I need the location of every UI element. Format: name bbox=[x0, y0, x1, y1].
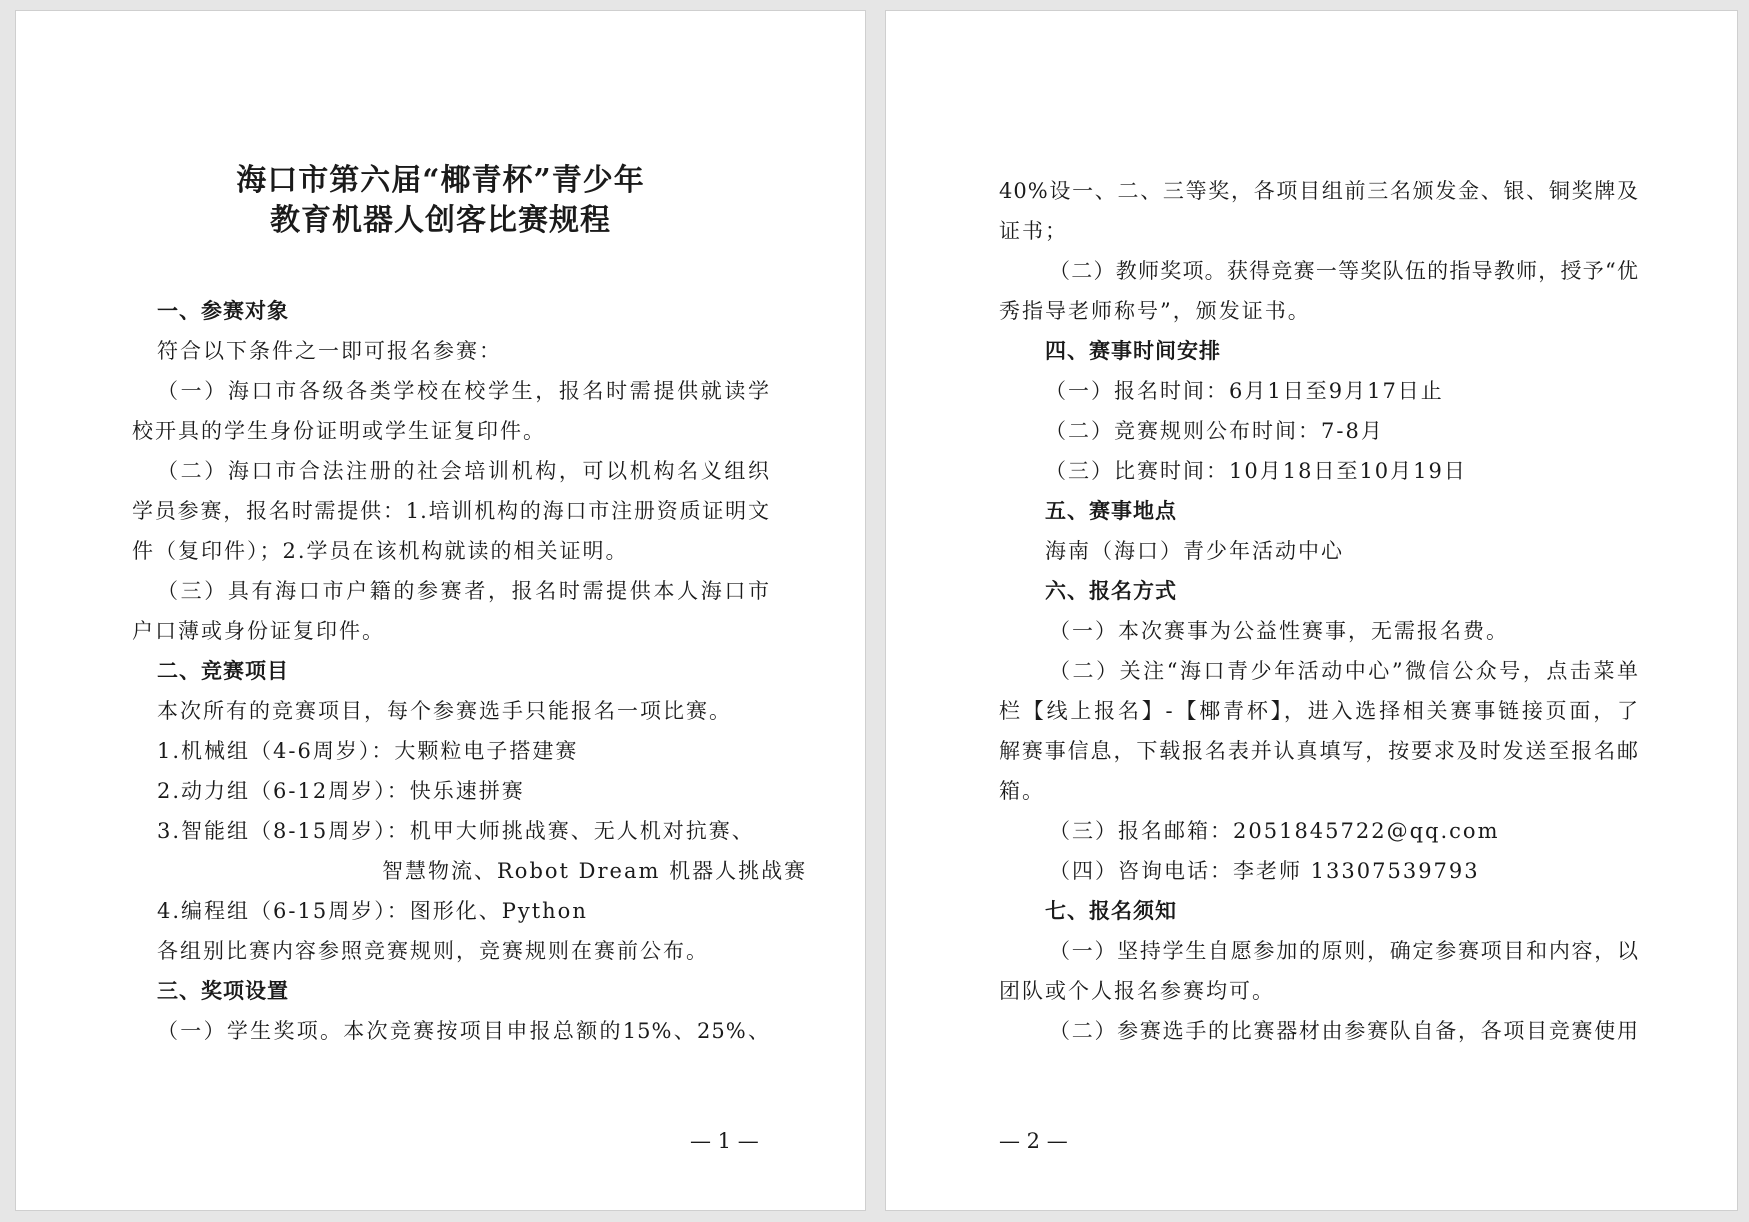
section-heading: 七、报名须知 bbox=[1045, 899, 1177, 923]
paragraph-line: （三）报名邮箱：2051845722@qq.com bbox=[1049, 819, 1500, 843]
list-item-continuation: 智慧物流、Robot Dream 机器人挑战赛 bbox=[382, 859, 808, 883]
paragraph-line: 栏【线上报名】-【椰青杯】，进入选择相关赛事链接页面，了 bbox=[999, 699, 1639, 723]
paragraph-line: 本次所有的竞赛项目，每个参赛选手只能报名一项比赛。 bbox=[157, 699, 732, 723]
paragraph-line: （二）参赛选手的比赛器材由参赛队自备，各项目竞赛使用 bbox=[1049, 1019, 1639, 1043]
paragraph-line: （二）海口市合法注册的社会培训机构，可以机构名义组织 bbox=[157, 459, 770, 483]
page-number: — 1 — bbox=[690, 1129, 759, 1153]
paragraph-line: （二）关注“海口青少年活动中心”微信公众号，点击菜单 bbox=[1049, 659, 1639, 683]
paragraph-line: 件（复印件）；2.学员在该机构就读的相关证明。 bbox=[132, 539, 629, 563]
list-item: 2.动力组（6-12周岁）：快乐速拼赛 bbox=[157, 779, 525, 803]
paragraph-line: 户口薄或身份证复印件。 bbox=[132, 619, 385, 643]
paragraph-line: 团队或个人报名参赛均可。 bbox=[999, 979, 1275, 1003]
section-heading: 五、赛事地点 bbox=[1045, 499, 1177, 523]
paragraph-line: 箱。 bbox=[999, 779, 1045, 803]
list-item: 1.机械组（4-6周岁）：大颗粒电子搭建赛 bbox=[157, 739, 579, 763]
paragraph-line: 解赛事信息，下载报名表并认真填写，按要求及时发送至报名邮 bbox=[999, 739, 1639, 763]
paragraph-line: 学员参赛，报名时需提供：1.培训机构的海口市注册资质证明文 bbox=[132, 499, 770, 523]
paragraph-line: 海南（海口）青少年活动中心 bbox=[1045, 539, 1344, 563]
paragraph-line: 证书； bbox=[999, 219, 1068, 243]
section-heading: 一、参赛对象 bbox=[157, 299, 289, 323]
paragraph-line: （三）比赛时间：10月18日至10月19日 bbox=[1045, 459, 1467, 483]
document-page-2 bbox=[885, 10, 1738, 1211]
paragraph-line: 40%设一、二、三等奖，各项目组前三名颁发金、银、铜奖牌及 bbox=[999, 179, 1639, 203]
paragraph-line: 秀指导老师称号”，颁发证书。 bbox=[999, 299, 1311, 323]
title-line-1: 海口市第六届“椰青杯”青少年 bbox=[236, 163, 645, 198]
list-item: 4.编程组（6-15周岁）：图形化、Python bbox=[157, 899, 588, 923]
paragraph-line: （一）坚持学生自愿参加的原则，确定参赛项目和内容，以 bbox=[1049, 939, 1639, 963]
paragraph-line: 校开具的学生身份证明或学生证复印件。 bbox=[132, 419, 546, 443]
paragraph-line: （二）竞赛规则公布时间：7-8月 bbox=[1045, 419, 1384, 443]
section-heading: 四、赛事时间安排 bbox=[1045, 339, 1221, 363]
section-heading: 六、报名方式 bbox=[1045, 579, 1177, 603]
page-number: — 2 — bbox=[999, 1129, 1068, 1153]
section-heading: 三、奖项设置 bbox=[157, 979, 289, 1003]
paragraph-line: （四）咨询电话：李老师 13307539793 bbox=[1049, 859, 1480, 883]
paragraph-line: （一）报名时间：6月1日至9月17日止 bbox=[1045, 379, 1444, 403]
paragraph-line: 符合以下条件之一即可报名参赛： bbox=[157, 339, 502, 363]
title-line-2: 教育机器人创客比赛规程 bbox=[270, 203, 611, 238]
paragraph-line: 各组别比赛内容参照竞赛规则，竞赛规则在赛前公布。 bbox=[157, 939, 709, 963]
paragraph-line: （一）海口市各级各类学校在校学生，报名时需提供就读学 bbox=[157, 379, 770, 403]
paragraph-line: （一）学生奖项。本次竞赛按项目申报总额的15%、25%、 bbox=[157, 1019, 770, 1043]
section-heading: 二、竞赛项目 bbox=[157, 659, 289, 683]
paragraph-line: （一）本次赛事为公益性赛事，无需报名费。 bbox=[1049, 619, 1509, 643]
list-item: 3.智能组（8-15周岁）：机甲大师挑战赛、无人机对抗赛、 bbox=[157, 819, 755, 843]
paragraph-line: （三）具有海口市户籍的参赛者，报名时需提供本人海口市 bbox=[157, 579, 770, 603]
document-title bbox=[16, 161, 865, 241]
paragraph-line: （二）教师奖项。获得竞赛一等奖队伍的指导教师，授予“优 bbox=[1049, 259, 1639, 283]
document-page-1 bbox=[15, 10, 866, 1211]
